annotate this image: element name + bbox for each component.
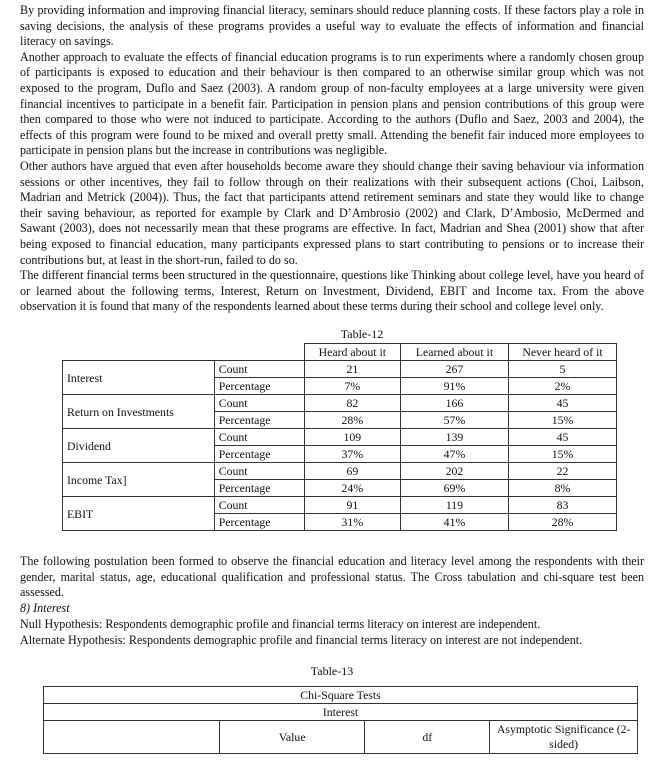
column-header: Learned about it <box>400 344 508 361</box>
table-13 <box>43 686 638 754</box>
table-row <box>63 395 617 412</box>
table-cell: 2% <box>509 378 617 395</box>
measure-label: Percentage <box>214 378 304 395</box>
table-title: Chi-Square Tests <box>44 687 638 704</box>
alternate-hypothesis: Alternate Hypothesis: Respondents demographic profile and financial terms literacy on interest are not independent. <box>20 633 583 647</box>
table-header-row <box>63 344 617 361</box>
table-cell: 28% <box>304 412 400 429</box>
measure-label: Count <box>214 361 304 378</box>
table-row <box>63 361 617 378</box>
table-cell: 139 <box>400 429 508 446</box>
measure-label: Percentage <box>214 514 304 531</box>
row-label: EBIT <box>63 497 215 531</box>
table-cell: 57% <box>400 412 508 429</box>
table-cell: 45 <box>509 395 617 412</box>
measure-label: Count <box>214 497 304 514</box>
paragraph-4: The different financial terms been structured in the questionnaire, questions like Thinking about college level, have you heard of or learned about the following terms, Interest, Return on Investment, Dividend, EBIT and Income tax. From the above observation it is found that many of the respondents learned about these terms during their school and college level only. <box>20 268 644 314</box>
section-heading: 8) Interest <box>20 601 70 615</box>
table-cell: 82 <box>304 395 400 412</box>
table-cell: 119 <box>400 497 508 514</box>
column-header: Heard about it <box>304 344 400 361</box>
table-cell: 22 <box>509 463 617 480</box>
measure-label: Count <box>214 395 304 412</box>
table-cell: 47% <box>400 446 508 463</box>
table-cell: 109 <box>304 429 400 446</box>
table-cell: 21 <box>304 361 400 378</box>
measure-label: Count <box>214 429 304 446</box>
table-row <box>63 497 617 514</box>
table-12-caption: Table-12 <box>340 327 384 341</box>
measure-label: Percentage <box>214 412 304 429</box>
paragraph-3: Other authors have argued that even after households become aware they should change their saving behaviour via information sessions or other incentives, they fail to follow through on their realizations with their subsequent actions (Choi, Laibson, Madrian and Metrick (2004)). Thus, the fact that participants attend retirement seminars and state they would like to change their saving behaviour, as reported for example by Clark and D’Ambrosio (2002) and Clark, D’Ambosio, McDermed and Sawant (2003), does not necessarily mean that these programs are effective. In fact, Madrian and Shea (2001) show that after being exposed to financial education, many participants expressed plans to start contributing to pensions or to increase their contributions but, at least in the short-run, failed to do so. <box>20 158 644 267</box>
column-header: Value <box>220 721 365 754</box>
table-header-row <box>44 721 638 754</box>
table-cell: 31% <box>304 514 400 531</box>
table-cell: 15% <box>509 412 617 429</box>
table-cell: 7% <box>304 378 400 395</box>
row-label: Dividend <box>63 429 215 463</box>
table-cell: 28% <box>509 514 617 531</box>
table-cell: 8% <box>509 480 617 497</box>
table-cell: 69 <box>304 463 400 480</box>
table-row <box>63 463 617 480</box>
table-cell: 91% <box>400 378 508 395</box>
row-label: Return on Investments <box>63 395 215 429</box>
table-subtitle: Interest <box>44 704 638 721</box>
table-12 <box>62 343 617 531</box>
table-cell: 24% <box>304 480 400 497</box>
table-cell: 91 <box>304 497 400 514</box>
table-cell: 69% <box>400 480 508 497</box>
measure-label: Percentage <box>214 446 304 463</box>
paragraph-after-table: The following postulation been formed to observe the financial education and literacy level among the respondents with their gender, marital status, age, educational qualification and professional status. The Cross tabulation and chi-square test been assessed. <box>20 554 644 600</box>
table-cell: 5 <box>509 361 617 378</box>
table-cell: 41% <box>400 514 508 531</box>
column-header: Never heard of it <box>509 344 617 361</box>
null-hypothesis: Null Hypothesis: Respondents demographic profile and financial terms literacy on interest are independent. <box>20 617 541 631</box>
measure-label: Percentage <box>214 480 304 497</box>
table-cell: 15% <box>509 446 617 463</box>
table-cell: 45 <box>509 429 617 446</box>
paragraph-2: Another approach to evaluate the effects of financial education programs is to run experiments where a randomly chosen group of participants is exposed to education and their behaviour is then compared to an otherwise similar group which was not exposed to the program, Duflo and Saez (2003). A random group of non-faculty employees at a large university were given financial incentives to participate in a benefit fair. Participation in pension plans and pension contributions of this group were then compared to those who were not induced to participate. According to the authors (Duflo and Saez, 2003 and 2004), the effects of this program were found to be mixed and overall pretty small. Attending the benefit fair induced more employees to participate in pension plans but the increase in contributions was negligible. <box>20 49 644 158</box>
table-13-caption: Table-13 <box>310 664 354 678</box>
table-row <box>63 429 617 446</box>
column-header: df <box>365 721 490 754</box>
table-cell: 267 <box>400 361 508 378</box>
row-label: Interest <box>63 361 215 395</box>
table-cell: 83 <box>509 497 617 514</box>
table-cell: 202 <box>400 463 508 480</box>
table-cell: 166 <box>400 395 508 412</box>
measure-label: Count <box>214 463 304 480</box>
column-header: Asymptotic Significance (2-sided) <box>490 721 638 754</box>
table-cell: 37% <box>304 446 400 463</box>
row-label: Income Tax] <box>63 463 215 497</box>
paragraph-1: By providing information and improving financial literacy, seminars should reduce planning costs. If these factors play a role in saving decisions, the analysis of these programs provides a useful way to evaluate the effects of information and financial literacy on savings. <box>20 3 644 49</box>
